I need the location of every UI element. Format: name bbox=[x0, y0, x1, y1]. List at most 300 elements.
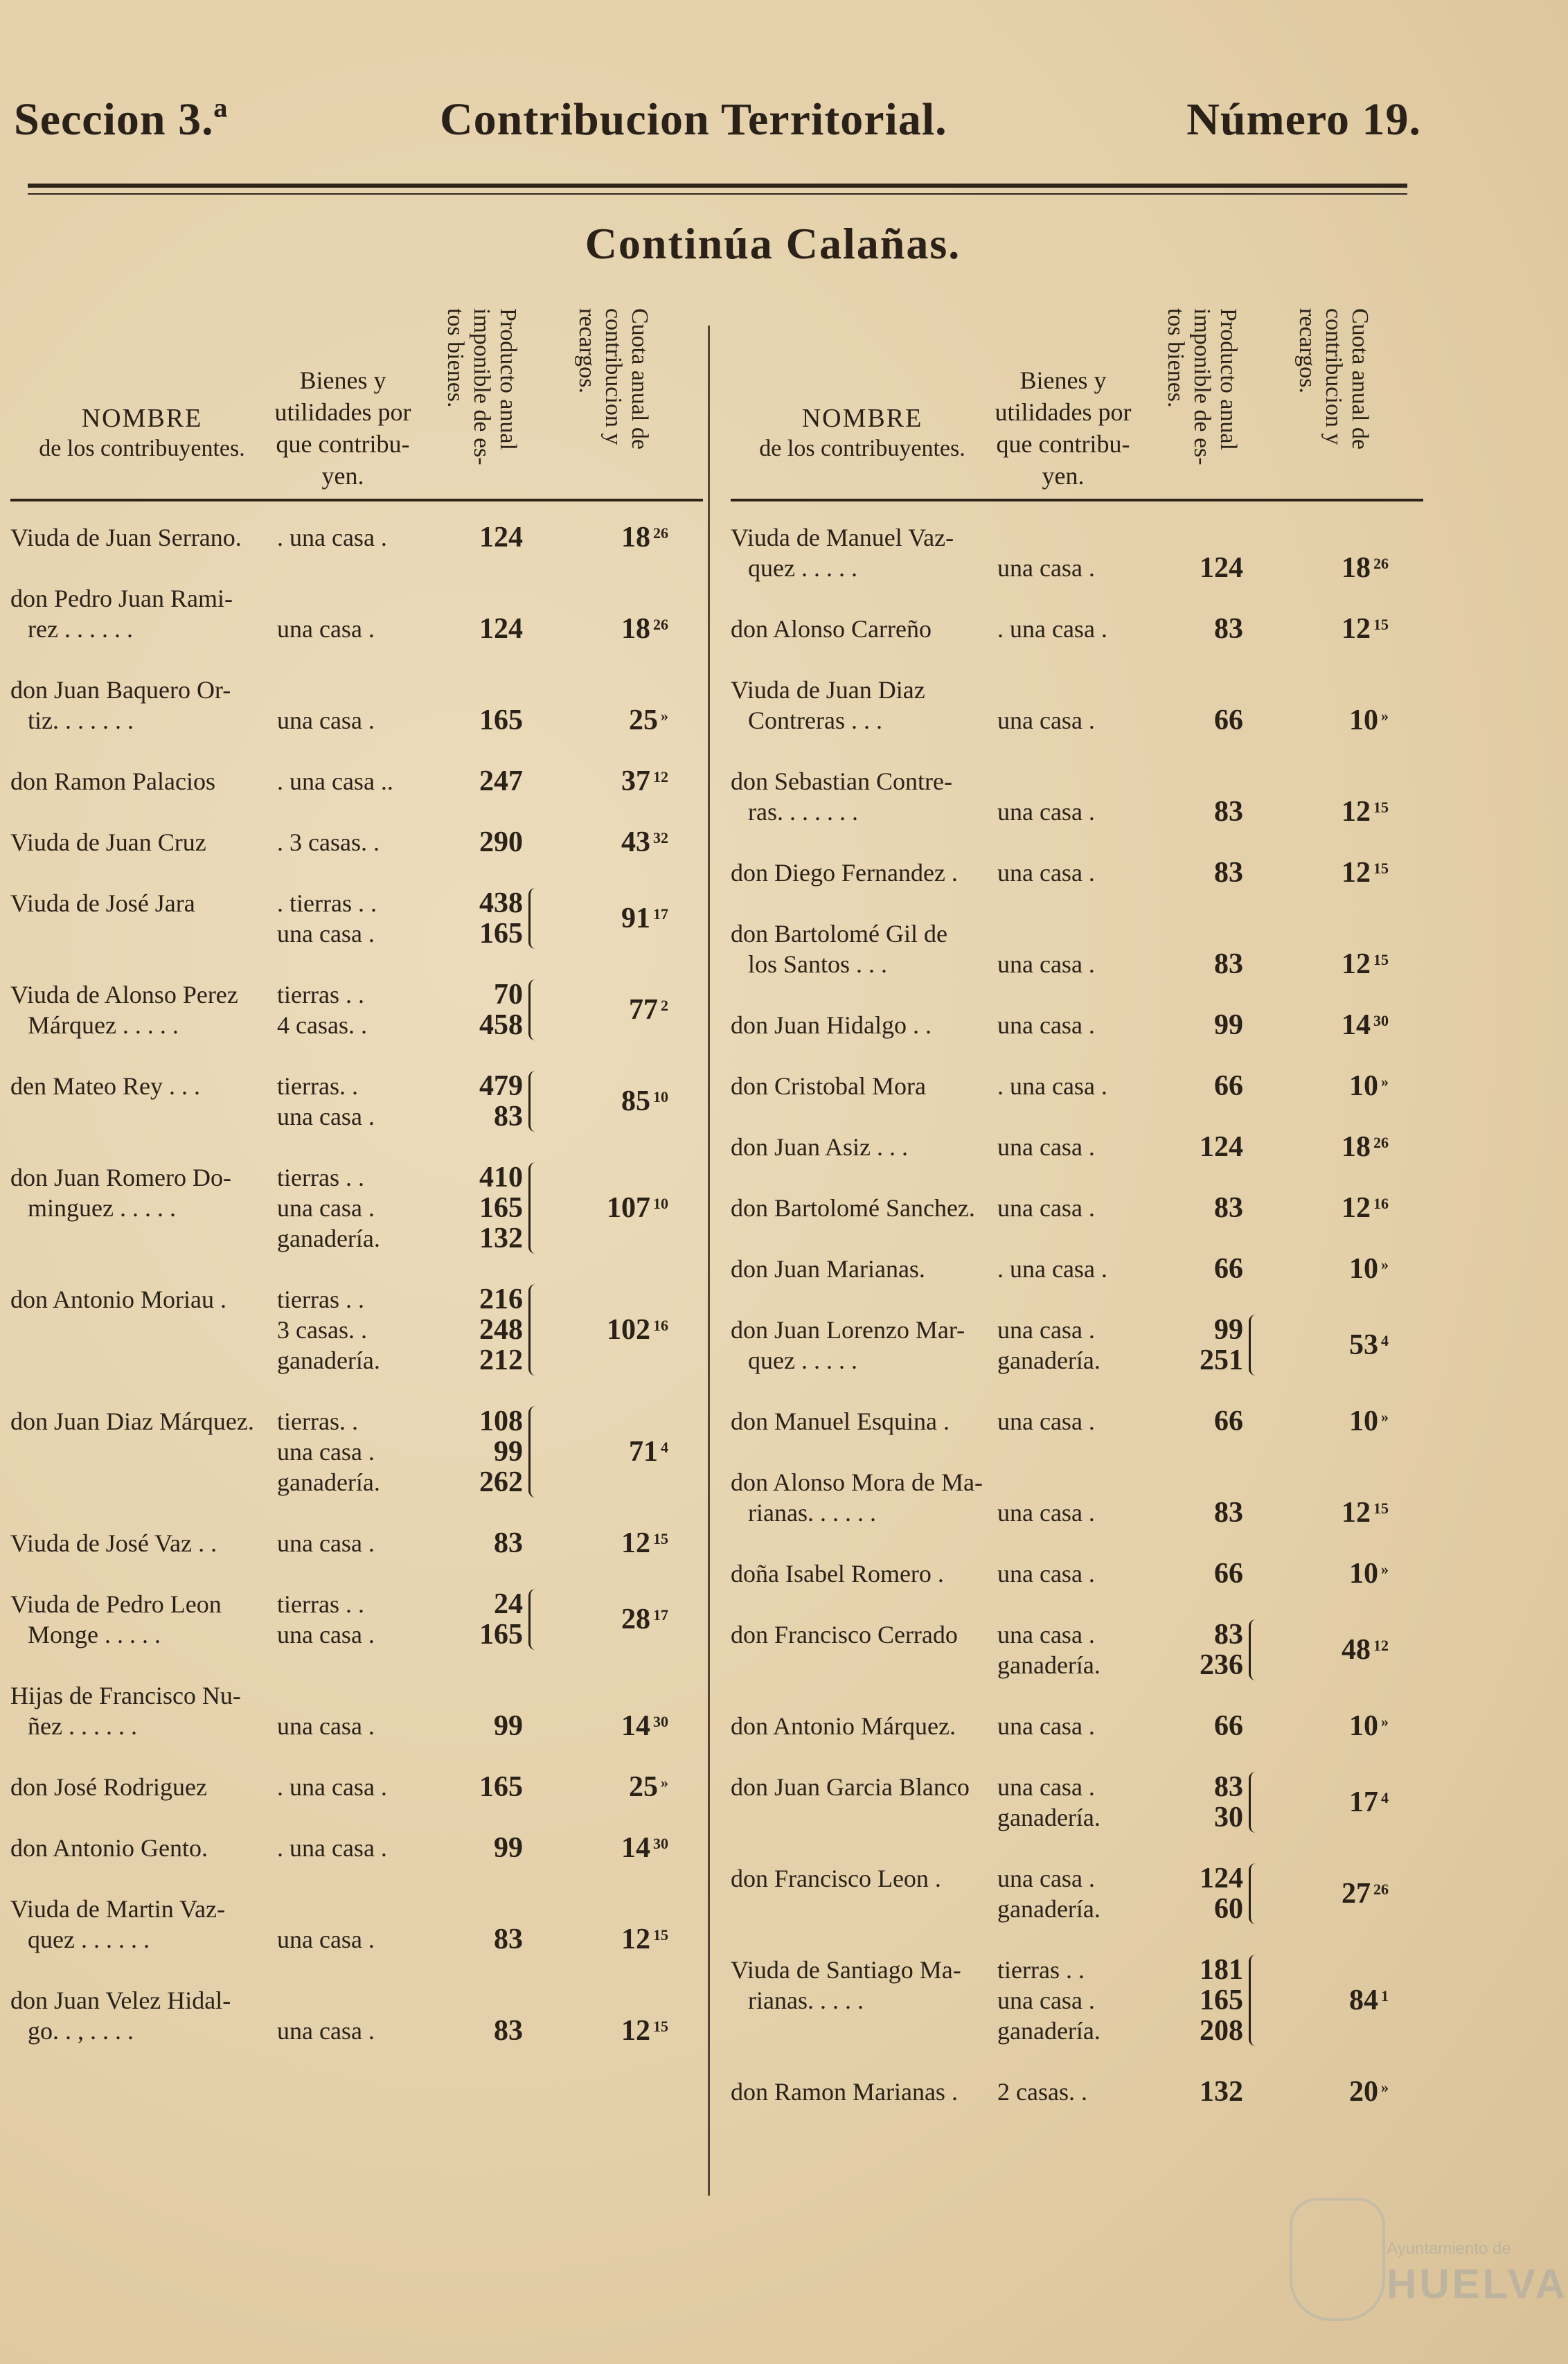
name-line: tiz. . . . . . . bbox=[28, 706, 134, 734]
cuota-value: 48 bbox=[1342, 1634, 1371, 1666]
brace-icon bbox=[1249, 1619, 1258, 1680]
bienes-cell bbox=[277, 1589, 416, 1650]
contributor-name bbox=[731, 1955, 994, 2016]
header-producto: Producto anual imponible de es-tos bienes. bbox=[443, 308, 521, 465]
name-line: don Juan Marianas. bbox=[731, 1255, 925, 1283]
name-line: don Bartolomé Gil de bbox=[731, 920, 947, 948]
producto-cell bbox=[440, 827, 523, 857]
contributor-name bbox=[731, 1315, 994, 1376]
table-row bbox=[731, 1071, 1423, 1101]
cuota-fraction: » bbox=[1381, 1713, 1389, 1730]
producto-cell bbox=[1160, 1772, 1243, 1833]
name-line: Viuda de Pedro Leon bbox=[10, 1590, 222, 1618]
producto-value: 165 bbox=[1200, 1984, 1243, 2016]
bienes-cell bbox=[997, 1955, 1136, 2046]
cuota-value: 12 bbox=[1342, 1497, 1371, 1529]
bienes-cell bbox=[997, 797, 1136, 827]
cuota-fraction: 26 bbox=[653, 524, 668, 542]
bienes-line: una casa . bbox=[997, 798, 1095, 826]
table-row bbox=[10, 1680, 703, 1741]
producto-cell bbox=[1160, 1315, 1243, 1376]
producto-cell bbox=[440, 614, 523, 644]
producto-value: 83 bbox=[1214, 1771, 1243, 1803]
contributor-name bbox=[10, 522, 274, 553]
cuota-value: 37 bbox=[621, 765, 650, 797]
bienes-cell bbox=[997, 1619, 1136, 1680]
table-row bbox=[731, 918, 1423, 979]
producto-value: 216 bbox=[479, 1283, 523, 1315]
producto-cell bbox=[1160, 614, 1243, 644]
bienes-line: tierras . . bbox=[277, 981, 364, 1008]
bienes-cell bbox=[277, 1162, 416, 1254]
table-row bbox=[731, 1132, 1423, 1162]
producto-cell bbox=[1160, 1558, 1243, 1589]
cuota-cell bbox=[1285, 1711, 1389, 1741]
bienes-cell bbox=[997, 1406, 1136, 1437]
producto-value: 132 bbox=[479, 1223, 523, 1254]
cuota-value: 12 bbox=[621, 1923, 650, 1955]
producto-value: 438 bbox=[479, 887, 523, 919]
producto-value: 66 bbox=[1214, 1405, 1243, 1437]
contributor-name bbox=[731, 1406, 994, 1437]
left-column bbox=[10, 298, 703, 2047]
table-row bbox=[731, 1863, 1423, 1924]
producto-cell bbox=[1160, 1406, 1243, 1437]
cuota-value: 28 bbox=[621, 1603, 650, 1635]
producto-cell bbox=[1160, 705, 1243, 736]
contributor-name bbox=[10, 1071, 274, 1101]
bienes-cell bbox=[997, 857, 1136, 888]
cuota-cell bbox=[564, 1604, 668, 1635]
bienes-cell bbox=[277, 1924, 416, 1955]
cuota-cell bbox=[1285, 1558, 1389, 1589]
cuota-cell bbox=[564, 705, 668, 736]
bienes-line: 3 casas. . bbox=[277, 1316, 367, 1344]
cuota-cell bbox=[564, 1437, 668, 1467]
name-line: don Antonio Márquez. bbox=[731, 1712, 956, 1740]
cuota-fraction: 15 bbox=[653, 1926, 668, 1944]
name-line: don Juan Garcia Blanco bbox=[731, 1773, 970, 1801]
left-table-header bbox=[10, 298, 703, 501]
producto-value: 83 bbox=[494, 1527, 523, 1559]
header-nombre: NOMBRE de los contribuyentes. bbox=[759, 404, 965, 461]
bienes-cell bbox=[997, 1711, 1136, 1741]
producto-value: 124 bbox=[1200, 1863, 1243, 1894]
contributor-name bbox=[10, 888, 274, 918]
contributor-name bbox=[731, 1772, 994, 1802]
contributor-name bbox=[731, 614, 994, 644]
producto-value: 30 bbox=[1214, 1802, 1243, 1833]
bienes-line: una casa . bbox=[277, 1529, 375, 1557]
bienes-cell bbox=[997, 1132, 1136, 1162]
bienes-line: tierras . . bbox=[277, 1164, 364, 1191]
name-line: Viuda de Juan Serrano. bbox=[10, 524, 242, 551]
table-row bbox=[10, 766, 703, 797]
brace-icon bbox=[528, 888, 537, 949]
cuota-cell bbox=[564, 2016, 668, 2046]
bienes-cell bbox=[997, 553, 1136, 583]
producto-cell bbox=[440, 1711, 523, 1741]
table-row bbox=[10, 979, 703, 1040]
bienes-cell bbox=[277, 1406, 416, 1498]
cuota-value: 12 bbox=[1342, 948, 1371, 980]
name-line: don Juan Lorenzo Mar- bbox=[731, 1316, 965, 1344]
column-divider bbox=[708, 326, 710, 2196]
table-row bbox=[731, 1010, 1423, 1040]
producto-value: 83 bbox=[494, 1923, 523, 1955]
contributor-name bbox=[10, 1162, 274, 1223]
cuota-value: 43 bbox=[621, 826, 650, 858]
name-line: don Alonso Mora de Ma- bbox=[731, 1468, 983, 1496]
brace-icon bbox=[528, 1071, 537, 1132]
stamp-line-1: Ayuntamiento de bbox=[1387, 2239, 1511, 2258]
bienes-line: una casa . bbox=[997, 1865, 1095, 1892]
bienes-cell bbox=[997, 1498, 1136, 1528]
cuota-cell bbox=[564, 1711, 668, 1741]
section-label: Seccion 3.ª bbox=[14, 94, 229, 145]
bienes-cell bbox=[997, 614, 1136, 644]
producto-cell bbox=[440, 766, 523, 797]
bienes-cell bbox=[997, 1558, 1136, 1589]
cuota-fraction: 30 bbox=[1373, 1012, 1389, 1029]
right-column bbox=[731, 298, 1423, 2108]
header-bienes: Bienes y utilidades por que contribu-yen. bbox=[995, 366, 1132, 490]
cuota-cell bbox=[1285, 1071, 1389, 1101]
cuota-cell bbox=[1285, 614, 1389, 644]
cuota-value: 12 bbox=[1342, 796, 1371, 828]
name-line: don Juan Baquero Or- bbox=[10, 676, 231, 704]
bienes-line: tierras. . bbox=[277, 1072, 358, 1100]
name-line: Viuda de José Vaz . . bbox=[10, 1529, 217, 1557]
cuota-fraction: » bbox=[1381, 1408, 1389, 1425]
bienes-line: una casa . bbox=[997, 950, 1095, 978]
header-bienes: Bienes y utilidades por que contribu-yen. bbox=[274, 366, 411, 490]
cuota-fraction: 15 bbox=[1373, 1500, 1389, 1517]
producto-value: 99 bbox=[494, 1436, 523, 1468]
brace-icon bbox=[1249, 1863, 1258, 1924]
producto-value: 60 bbox=[1214, 1893, 1243, 1925]
table-row bbox=[731, 1772, 1423, 1833]
name-line: don Antonio Moriau . bbox=[10, 1286, 226, 1313]
header-rule-thin bbox=[28, 193, 1407, 195]
table-row bbox=[10, 583, 703, 644]
cuota-value: 12 bbox=[1342, 613, 1371, 645]
cuota-value: 10 bbox=[1349, 704, 1378, 736]
cuota-cell bbox=[564, 522, 668, 553]
producto-value: 83 bbox=[494, 1101, 523, 1132]
cuota-fraction: 15 bbox=[1373, 616, 1389, 633]
producto-cell bbox=[1160, 1863, 1243, 1924]
contributor-name bbox=[10, 1284, 274, 1315]
cuota-cell bbox=[1285, 1010, 1389, 1040]
cuota-cell bbox=[564, 614, 668, 644]
bienes-cell bbox=[277, 705, 416, 736]
bienes-cell bbox=[277, 766, 416, 797]
contributor-name bbox=[10, 1985, 274, 2046]
header-producto: Producto anual imponible de es-tos bienes. bbox=[1163, 308, 1241, 465]
producto-value: 165 bbox=[479, 1192, 523, 1224]
name-line: don Antonio Gento. bbox=[10, 1834, 208, 1862]
producto-value: 99 bbox=[494, 1710, 523, 1742]
producto-value: 208 bbox=[1200, 2015, 1243, 2047]
cuota-value: 53 bbox=[1349, 1329, 1378, 1361]
cuota-value: 25 bbox=[629, 1771, 658, 1803]
cuota-fraction: 17 bbox=[653, 905, 668, 923]
cuota-cell bbox=[1285, 1635, 1389, 1665]
producto-value: 165 bbox=[479, 918, 523, 950]
cuota-value: 10 bbox=[1349, 1405, 1378, 1437]
bienes-line: ganadería. bbox=[277, 1225, 380, 1252]
cuota-fraction: 26 bbox=[1373, 1881, 1389, 1898]
table-row bbox=[10, 1071, 703, 1132]
name-line: Viuda de Juan Cruz bbox=[10, 828, 206, 856]
page-number: Número 19. bbox=[1186, 94, 1421, 145]
name-line: don Bartolomé Sanchez. bbox=[731, 1194, 975, 1222]
name-line: don Juan Velez Hidal- bbox=[10, 1987, 231, 2014]
coat-of-arms-icon bbox=[1290, 2198, 1385, 2321]
producto-value: 212 bbox=[479, 1344, 523, 1376]
bienes-line: una casa . bbox=[997, 1194, 1095, 1222]
producto-cell bbox=[1160, 1711, 1243, 1741]
name-line: quez . . . . . . bbox=[28, 1926, 150, 1953]
table-row bbox=[10, 827, 703, 857]
producto-value: 83 bbox=[1214, 857, 1243, 889]
producto-value: 83 bbox=[1214, 948, 1243, 980]
name-line: don Ramon Palacios bbox=[10, 767, 215, 795]
name-line: don Francisco Cerrado bbox=[731, 1621, 958, 1648]
producto-value: 165 bbox=[479, 1619, 523, 1651]
producto-value: 99 bbox=[494, 1832, 523, 1864]
stamp-line-2: HUELVA bbox=[1387, 2261, 1568, 2307]
cuota-value: 10 bbox=[1349, 1558, 1378, 1590]
contributor-name bbox=[731, 522, 994, 583]
cuota-fraction: » bbox=[1381, 1561, 1389, 1578]
cuota-value: 71 bbox=[629, 1436, 658, 1468]
contributor-name bbox=[731, 857, 994, 888]
producto-cell bbox=[440, 705, 523, 736]
cuota-fraction: 4 bbox=[661, 1439, 668, 1456]
producto-cell bbox=[440, 888, 523, 949]
cuota-value: 12 bbox=[1342, 1192, 1371, 1224]
bienes-line: . 3 casas. . bbox=[277, 828, 380, 856]
bienes-cell bbox=[277, 1071, 416, 1132]
contributor-name bbox=[10, 766, 274, 797]
cuota-value: 18 bbox=[1342, 552, 1371, 584]
contributor-name bbox=[10, 675, 274, 736]
contributor-name bbox=[731, 1254, 994, 1284]
header-rule bbox=[28, 184, 1407, 188]
bienes-line: . tierras . . bbox=[277, 889, 377, 917]
producto-cell bbox=[440, 1071, 523, 1132]
name-line: don José Rodriguez bbox=[10, 1773, 207, 1801]
cuota-cell bbox=[1285, 1787, 1389, 1818]
producto-value: 99 bbox=[1214, 1009, 1243, 1041]
producto-cell bbox=[440, 1162, 523, 1254]
bienes-cell bbox=[997, 1772, 1136, 1833]
bienes-line: . una casa .. bbox=[277, 767, 393, 795]
brace-icon bbox=[528, 1162, 537, 1254]
cuota-fraction: 30 bbox=[653, 1713, 668, 1730]
producto-value: 236 bbox=[1200, 1649, 1243, 1681]
cuota-fraction: 15 bbox=[653, 1530, 668, 1547]
bienes-cell bbox=[997, 1071, 1136, 1101]
bienes-line: una casa . bbox=[997, 554, 1095, 582]
producto-value: 66 bbox=[1214, 1070, 1243, 1102]
producto-value: 108 bbox=[479, 1405, 523, 1437]
table-row bbox=[10, 1833, 703, 1863]
producto-cell bbox=[440, 1406, 523, 1498]
name-line: Viuda de Manuel Vaz- bbox=[731, 524, 954, 551]
bienes-cell bbox=[277, 888, 416, 949]
cuota-fraction: 15 bbox=[653, 2018, 668, 2035]
bienes-line: . una casa . bbox=[277, 1834, 387, 1862]
producto-value: 458 bbox=[479, 1009, 523, 1041]
producto-value: 248 bbox=[479, 1314, 523, 1346]
bienes-line: una casa . bbox=[997, 1316, 1095, 1344]
name-line: quez . . . . . bbox=[748, 554, 857, 582]
bienes-cell bbox=[277, 1711, 416, 1741]
cuota-fraction: 17 bbox=[653, 1606, 668, 1624]
header-cuota: Cuota anual de contribucion y recargos. bbox=[1294, 308, 1373, 450]
producto-cell bbox=[1160, 1193, 1243, 1223]
bienes-line: una casa . bbox=[277, 920, 375, 948]
producto-value: 124 bbox=[479, 613, 523, 645]
cuota-value: 102 bbox=[607, 1314, 650, 1346]
bienes-line: tierras . . bbox=[277, 1590, 364, 1618]
contributor-name bbox=[10, 827, 274, 857]
cuota-cell bbox=[1285, 857, 1389, 888]
producto-value: 124 bbox=[1200, 552, 1243, 584]
bienes-line: 4 casas. . bbox=[277, 1011, 367, 1039]
contributor-name bbox=[731, 1863, 994, 1894]
brace-icon bbox=[1249, 1955, 1258, 2046]
bienes-line: una casa . bbox=[277, 1103, 375, 1130]
producto-cell bbox=[440, 979, 523, 1040]
cuota-fraction: 2 bbox=[661, 997, 668, 1014]
subtitle: Continúa Calañas. bbox=[585, 219, 961, 268]
name-line: don Juan Romero Do- bbox=[10, 1164, 231, 1191]
contributor-name bbox=[731, 1619, 994, 1650]
table-row bbox=[10, 1772, 703, 1802]
table-row bbox=[10, 1894, 703, 1955]
name-line: Viuda de Juan Diaz bbox=[731, 676, 925, 704]
table-row bbox=[10, 1528, 703, 1558]
cuota-value: 10 bbox=[1349, 1070, 1378, 1102]
table-row bbox=[10, 1589, 703, 1650]
cuota-cell bbox=[1285, 2077, 1389, 2107]
cuota-cell bbox=[1285, 949, 1389, 979]
name-line: don Sebastian Contre- bbox=[731, 767, 952, 795]
name-line: don Juan Hidalgo . . bbox=[731, 1011, 932, 1039]
bienes-line: una casa . bbox=[997, 1407, 1095, 1435]
bienes-line: una casa . bbox=[997, 1560, 1095, 1588]
cuota-cell bbox=[1285, 1878, 1389, 1909]
cuota-cell bbox=[1285, 553, 1389, 583]
bienes-line: una casa . bbox=[997, 1712, 1095, 1740]
name-line: don Pedro Juan Rami- bbox=[10, 585, 233, 612]
cuota-cell bbox=[1285, 1254, 1389, 1284]
header-cuota: Cuota anual de contribucion y recargos. bbox=[574, 308, 652, 450]
name-line: rez . . . . . . bbox=[28, 615, 133, 643]
producto-value: 181 bbox=[1200, 1954, 1243, 1986]
bienes-cell bbox=[997, 1863, 1136, 1924]
table-row bbox=[731, 1711, 1423, 1741]
cuota-value: 84 bbox=[1349, 1984, 1378, 2016]
contributor-name bbox=[10, 1833, 274, 1863]
cuota-value: 18 bbox=[621, 613, 650, 645]
bienes-line: . una casa . bbox=[277, 524, 387, 551]
cuota-cell bbox=[564, 1833, 668, 1863]
cuota-value: 18 bbox=[621, 522, 650, 553]
contributor-name bbox=[10, 583, 274, 644]
cuota-fraction: 15 bbox=[1373, 799, 1389, 816]
bienes-line: una casa . bbox=[997, 1773, 1095, 1801]
producto-value: 70 bbox=[494, 979, 523, 1011]
bienes-cell bbox=[277, 2016, 416, 2046]
cuota-cell bbox=[564, 995, 668, 1025]
producto-value: 83 bbox=[1214, 613, 1243, 645]
cuota-fraction: » bbox=[1381, 1073, 1389, 1090]
name-line: Contreras . . . bbox=[748, 706, 882, 734]
page-title: Contribucion Territorial. bbox=[440, 94, 947, 145]
bienes-line: una casa . bbox=[277, 615, 375, 643]
bienes-line: . una casa . bbox=[997, 1072, 1107, 1100]
producto-cell bbox=[440, 1772, 523, 1802]
bienes-cell bbox=[997, 705, 1136, 736]
cuota-value: 12 bbox=[1342, 857, 1371, 889]
cuota-value: 14 bbox=[1342, 1009, 1371, 1041]
name-line: don Francisco Leon . bbox=[731, 1865, 941, 1892]
cuota-cell bbox=[1285, 705, 1389, 736]
brace-icon bbox=[528, 1284, 537, 1376]
producto-value: 83 bbox=[1214, 796, 1243, 828]
name-line: don Cristobal Mora bbox=[731, 1072, 926, 1100]
cuota-fraction: 16 bbox=[653, 1317, 668, 1334]
cuota-cell bbox=[564, 1086, 668, 1117]
producto-cell bbox=[440, 1589, 523, 1650]
cuota-fraction: 15 bbox=[1373, 860, 1389, 877]
contributor-name bbox=[10, 1894, 274, 1955]
name-line: quez . . . . . bbox=[748, 1347, 857, 1374]
bienes-line: tierras . . bbox=[277, 1286, 364, 1313]
name-line: don Ramon Marianas . bbox=[731, 2078, 958, 2106]
name-line: don Alonso Carreño bbox=[731, 615, 932, 643]
cuota-fraction: 4 bbox=[1381, 1789, 1389, 1806]
producto-cell bbox=[440, 1924, 523, 1955]
producto-value: 251 bbox=[1200, 1344, 1243, 1376]
cuota-cell bbox=[564, 1924, 668, 1955]
brace-icon bbox=[528, 979, 537, 1040]
producto-cell bbox=[1160, 1498, 1243, 1528]
bienes-line: . una casa . bbox=[997, 615, 1107, 643]
producto-value: 290 bbox=[479, 826, 523, 858]
bienes-line: . una casa . bbox=[277, 1773, 387, 1801]
cuota-fraction: 1 bbox=[1381, 1987, 1389, 2005]
cuota-value: 18 bbox=[1342, 1131, 1371, 1163]
cuota-value: 85 bbox=[621, 1085, 650, 1117]
contributor-name bbox=[731, 1071, 994, 1101]
cuota-value: 25 bbox=[629, 704, 658, 736]
bienes-line: una casa . bbox=[277, 1194, 375, 1222]
bienes-cell bbox=[277, 1833, 416, 1863]
bienes-line: ganadería. bbox=[997, 1651, 1101, 1679]
bienes-cell bbox=[997, 2077, 1136, 2107]
contributor-name bbox=[731, 1711, 994, 1741]
producto-cell bbox=[1160, 1254, 1243, 1284]
producto-value: 83 bbox=[494, 2015, 523, 2047]
producto-cell bbox=[1160, 1071, 1243, 1101]
table-row bbox=[731, 1467, 1423, 1528]
